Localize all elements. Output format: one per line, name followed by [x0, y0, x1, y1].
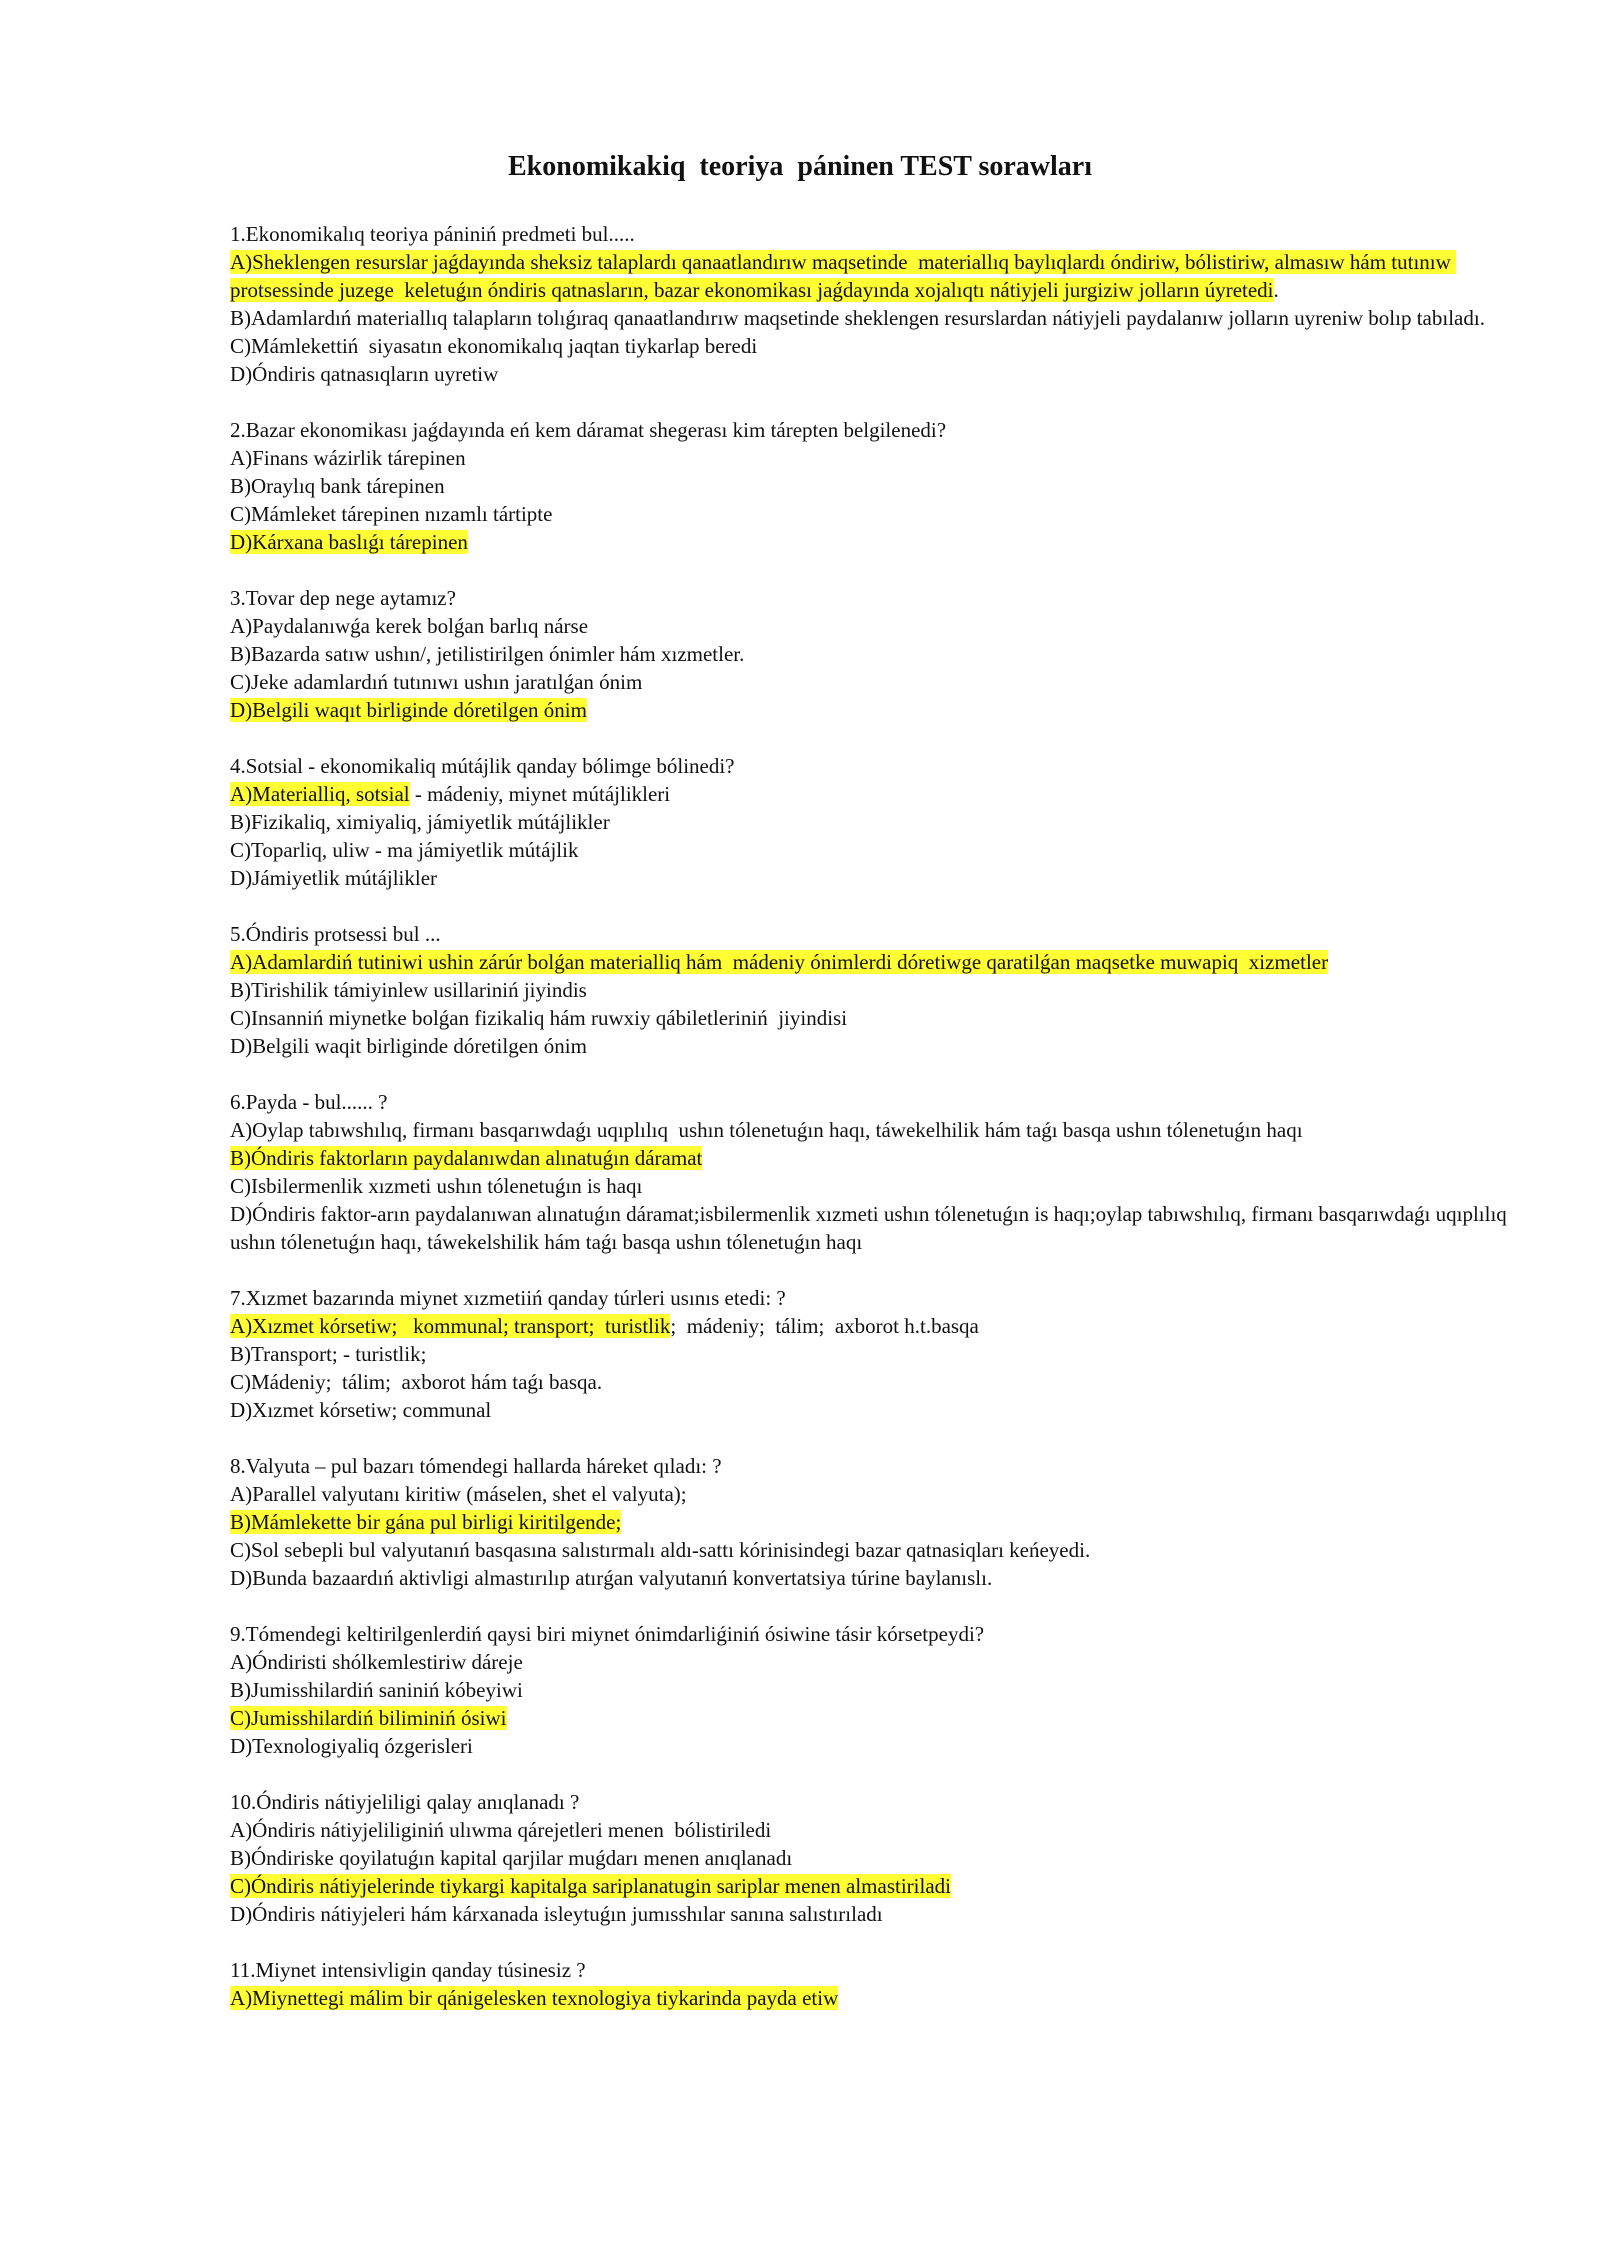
question-text: 10.Óndiris nátiyjeliligi qalay anıqlanadı ? — [230, 1790, 580, 1814]
answer-option — [230, 1648, 1530, 1676]
answer-text: A)Parallel valyutanı kiritiw (máselen, shet el valyuta); — [230, 1482, 687, 1506]
question-text: 8.Valyuta – pul bazarı tómendegi hallarda háreket qıladı: ? — [230, 1454, 722, 1478]
answer-option — [230, 528, 1530, 556]
question-block — [230, 220, 1530, 388]
question-block — [230, 1956, 1530, 2012]
answer-option — [230, 864, 1530, 892]
question-block — [230, 920, 1530, 1060]
answer-option — [230, 696, 1530, 724]
answer-option — [230, 1732, 1530, 1760]
answer-option — [230, 1536, 1530, 1564]
answer-option — [230, 1004, 1530, 1032]
answer-text: A)Óndiristi shólkemlestiriw dáreje — [230, 1650, 523, 1674]
answer-text: C)Insanniń miynetke bolǵan fizikaliq hám ruwxiy qábiletleriniń jiyindisi — [230, 1006, 848, 1030]
answer-text: A)Finans wázirlik tárepinen — [230, 446, 466, 470]
answer-option — [230, 976, 1530, 1004]
answer-option — [230, 948, 1530, 976]
answer-option — [230, 1984, 1530, 2012]
answer-text: B)Bazarda satıw ushın/, jetilistirilgen ónimler hám xızmetler. — [230, 642, 745, 666]
answer-text: D)Óndiris faktor-arın paydalanıwan alınatuǵın dáramat;isbilermenlik xızmeti ushın tólenetuǵın is haqı;oylap tabıwshılıq, firmanı basqarıwdaǵı uqıplılıq ushın tólenetuǵın haqı, táwekelshilik hám taǵı basqa ushın tólenetuǵın haqı — [230, 1202, 1518, 1254]
answer-option — [230, 780, 1530, 808]
question-text: 9.Tómendegi keltirilgenlerdiń qaysi biri miynet ónimdarliǵiniń ósiwine tásir kórsetpeydi? — [230, 1622, 985, 1646]
answer-option — [230, 1900, 1530, 1928]
answer-option — [230, 808, 1530, 836]
answer-text: C)Jeke adamlardıń tutınıwı ushın jaratılǵan ónim — [230, 670, 643, 694]
answer-text: D)Belgili waqit birliginde dóretilgen ónim — [230, 1034, 587, 1058]
answer-text: C)Mámleket tárepinen nızamlı tártipte — [230, 502, 553, 526]
answer-option — [230, 1816, 1530, 1844]
answer-text: . — [1273, 278, 1279, 302]
answer-text: B)Tirishilik támiyinlew usillariniń jiyindis — [230, 978, 587, 1002]
answer-text: C)Mámlekettiń siyasatın ekonomikalıq jaqtan tiykarlap beredi — [230, 334, 758, 358]
answer-option — [230, 836, 1530, 864]
question-list — [230, 220, 1530, 2040]
answer-text: B)Transport; - turistlik; — [230, 1342, 427, 1366]
answer-option — [230, 640, 1530, 668]
highlighted-answer-text: D)Belgili waqıt birliginde dóretilgen ónim — [230, 698, 587, 722]
question-text: 4.Sotsial - ekonomikaliq mútájlik qanday bólimge bólinedi? — [230, 754, 735, 778]
question-block — [230, 416, 1530, 556]
question-block — [230, 1088, 1530, 1256]
question-block — [230, 1620, 1530, 1760]
answer-option — [230, 1872, 1530, 1900]
answer-text: ; mádeniy; tálim; axborot h.t.basqa — [670, 1314, 979, 1338]
answer-text: C)Toparliq, uliw - ma jámiyetlik mútájlik — [230, 838, 579, 862]
answer-option — [230, 1312, 1530, 1340]
page-title: Ekonomikakiq teoriya páninen TEST sorawları — [508, 151, 1092, 182]
answer-text: B)Fizikaliq, ximiyaliq, jámiyetlik mútájlikler — [230, 810, 610, 834]
answer-text: A)Paydalanıwǵa kerek bolǵan barlıq nárse — [230, 614, 589, 638]
answer-option — [230, 1172, 1530, 1200]
answer-option — [230, 500, 1530, 528]
highlighted-answer-text: A)Xızmet kórsetiw; kommunal; transport; turistlik — [230, 1314, 671, 1338]
answer-text: D)Óndiris nátiyjeleri hám kárxanada isleytuǵın jumısshılar sanına salıstırıladı — [230, 1902, 883, 1926]
highlighted-answer-text: A)Adamlardiń tutiniwi ushin zárúr bolǵan materialliq hám mádeniy ónimlerdi dóretiwge qaratilǵan maqsetke muwapiq xizmetler — [230, 950, 1329, 974]
answer-option — [230, 472, 1530, 500]
answer-text: B)Jumisshilardiń saniniń kóbeyiwi — [230, 1678, 523, 1702]
highlighted-answer-text: C)Óndiris nátiyjelerinde tiykargi kapitalga sariplanatugin sariplar menen almastiriladi — [230, 1874, 951, 1898]
answer-text: C)Isbilermenlik xızmeti ushın tólenetuǵın is haqı — [230, 1174, 643, 1198]
question-block — [230, 752, 1530, 892]
answer-option — [230, 1396, 1530, 1424]
answer-option — [230, 304, 1530, 332]
answer-text: D)Xızmet kórsetiw; communal — [230, 1398, 492, 1422]
question-text: 3.Tovar dep nege aytamız? — [230, 586, 456, 610]
question-block — [230, 584, 1530, 724]
answer-option — [230, 1200, 1530, 1256]
answer-text: D)Bunda bazaardıń aktivligi almastırılıp atırǵan valyutanıń konvertatsiya túrine baylanıslı. — [230, 1566, 993, 1590]
question-text: 7.Xızmet bazarında miynet xızmetiiń qanday túrleri usınıs etedi: ? — [230, 1286, 786, 1310]
answer-text: A)Oylap tabıwshılıq, firmanı basqarıwdaǵı uqıplılıq ushın tólenetuǵın haqı, táwekelhilik hám taǵı basqa ushın tólenetuǵın haqı — [230, 1118, 1303, 1142]
answer-option — [230, 1480, 1530, 1508]
answer-option — [230, 1340, 1530, 1368]
answer-option — [230, 444, 1530, 472]
answer-text: C)Mádeniy; tálim; axborot hám taǵı basqa. — [230, 1370, 603, 1394]
answer-text: D)Jámiyetlik mútájlikler — [230, 866, 438, 890]
question-block — [230, 1452, 1530, 1592]
answer-option — [230, 1676, 1530, 1704]
answer-text: C)Sol sebepli bul valyutanıń basqasına salıstırmalı aldı-sattı kórinisindegi bazar qatnasiqları keńeyedi. — [230, 1538, 1091, 1562]
question-block — [230, 1284, 1530, 1424]
answer-option — [230, 1144, 1530, 1172]
highlighted-answer-text: D)Kárxana baslıǵı tárepinen — [230, 530, 468, 554]
answer-text: B)Oraylıq bank tárepinen — [230, 474, 445, 498]
question-block — [230, 1788, 1530, 1928]
answer-option — [230, 1368, 1530, 1396]
question-text: 6.Payda - bul...... ? — [230, 1090, 388, 1114]
answer-option — [230, 248, 1530, 304]
answer-option — [230, 1508, 1530, 1536]
answer-option — [230, 1704, 1530, 1732]
question-text: 5.Óndiris protsessi bul ... — [230, 922, 441, 946]
answer-text: D)Óndiris qatnasıqların uyretiw — [230, 362, 499, 386]
answer-text: B)Adamlardıń materiallıq talapların tolıǵıraq qanaatlandırıw maqsetinde sheklengen resurslardan nátiyjeli paydalanıw jolların uyreniw bolıp tabıladı. — [230, 306, 1485, 330]
answer-option — [230, 332, 1530, 360]
answer-option — [230, 1032, 1530, 1060]
highlighted-answer-text: B)Óndiris faktorların paydalanıwdan alınatuǵın dáramat — [230, 1146, 703, 1170]
question-text: 1.Ekonomikalıq teoriya pániniń predmeti bul..... — [230, 222, 635, 246]
answer-text: A)Óndiris nátiyjeliliginiń ulıwma qárejetleri menen bólistiriledi — [230, 1818, 772, 1842]
answer-option — [230, 1564, 1530, 1592]
highlighted-answer-text: C)Jumisshilardiń biliminiń ósiwi — [230, 1706, 507, 1730]
question-text: 11.Miynet intensivligin qanday túsinesiz ? — [230, 1958, 586, 1982]
highlighted-answer-text: A)Materialliq, sotsial — [230, 782, 410, 806]
answer-text: D)Texnologiyaliq ózgerisleri — [230, 1734, 473, 1758]
answer-option — [230, 1116, 1530, 1144]
highlighted-answer-text: A)Miynettegi málim bir qánigelesken texnologiya tiykarinda payda etiw — [230, 1986, 839, 2010]
highlighted-answer-text: A)Sheklengen resurslar jaǵdayında sheksiz talaplardı qanaatlandırıw maqsetinde materiallıq baylıqlardı óndiriw, bólistiriw, almasıw hám tutınıw protsessinde juzege keletuǵın óndiris qatnasların, bazar ekonomikası jaǵdayında xojalıqtı nátiyjeli jurgiziw jolların úyretedi — [230, 250, 1457, 302]
answer-text: - mádeniy, miynet mútájlikleri — [409, 782, 671, 806]
question-text: 2.Bazar ekonomikası jaǵdayında eń kem dáramat shegerası kim tárepten belgilenedi? — [230, 418, 947, 442]
answer-option — [230, 668, 1530, 696]
answer-option — [230, 1844, 1530, 1872]
answer-option — [230, 360, 1530, 388]
highlighted-answer-text: B)Mámlekette bir gána pul birligi kiritilgende; — [230, 1510, 622, 1534]
answer-option — [230, 612, 1530, 640]
answer-text: B)Óndiriske qoyilatuǵın kapital qarjilar muǵdarı menen anıqlanadı — [230, 1846, 793, 1870]
